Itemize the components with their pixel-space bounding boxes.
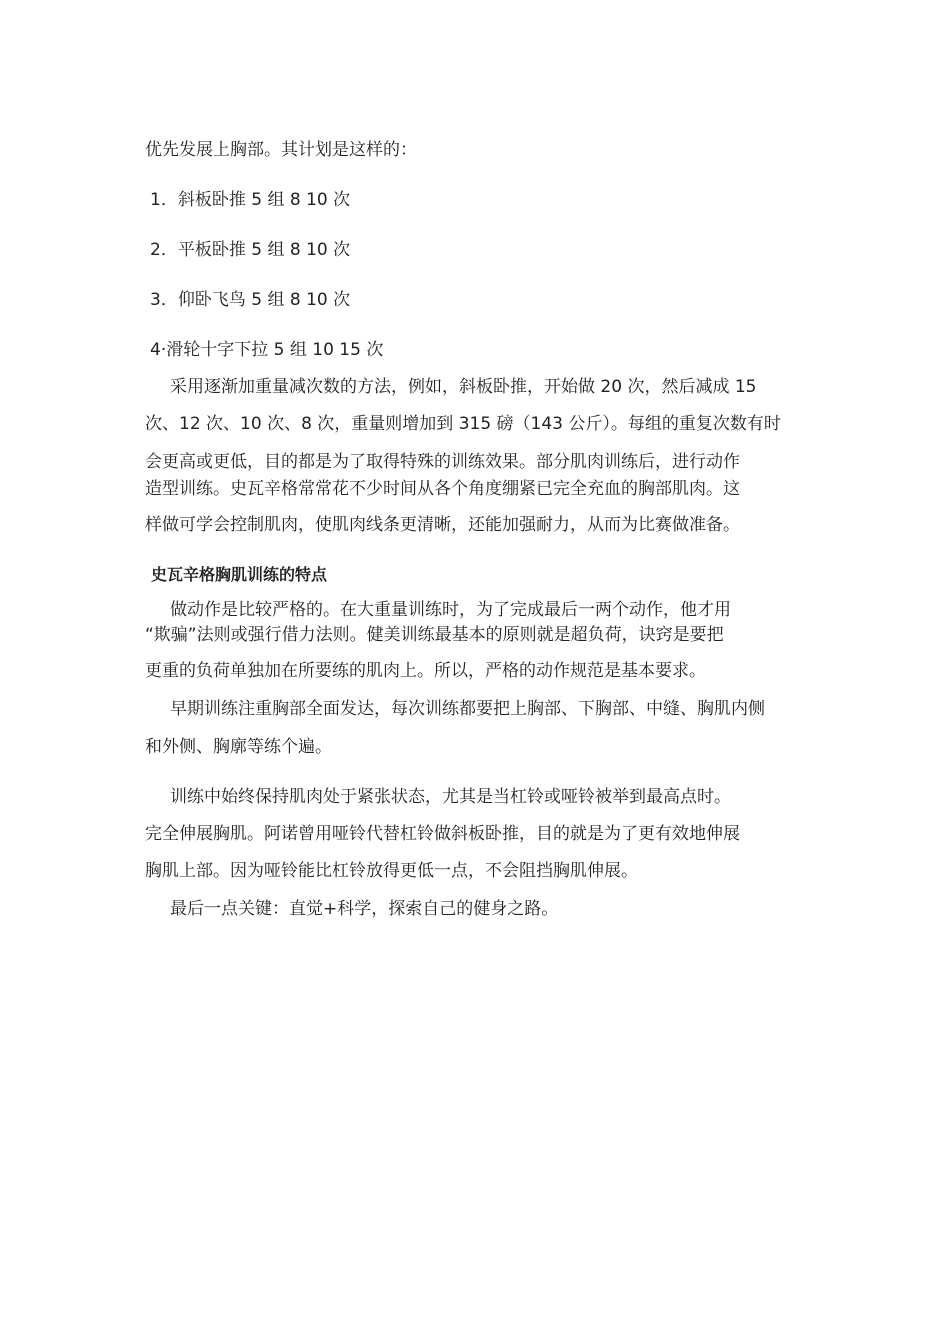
plan-item-1: 1．斜板卧推 5 组 8 10 次 xyxy=(150,190,351,210)
paragraph-3-line-1: 早期训练注重胸部全面发达，每次训练都要把上胸部、下胸部、中缝、胸肌内侧 xyxy=(170,699,765,719)
paragraph-2-line-3: 更重的负荷单独加在所要练的肌肉上。所以，严格的动作规范是基本要求。 xyxy=(145,661,706,681)
paragraph-3-line-2: 和外侧、胸廓等练个遍。 xyxy=(145,737,332,757)
plan-item-4: 4·滑轮十字下拉 5 组 10 15 次 xyxy=(150,340,384,360)
section-heading: 史瓦辛格胸肌训练的特点 xyxy=(151,565,328,584)
plan-item-2: 2．平板卧推 5 组 8 10 次 xyxy=(150,240,351,260)
paragraph-4-line-1: 训练中始终保持肌肉处于紧张状态，尤其是当杠铃或哑铃被举到最高点时。 xyxy=(170,787,731,807)
intro-text: 优先发展上胸部。其计划是这样的： xyxy=(145,140,417,160)
paragraph-1-line-4: 造型训练。史瓦辛格常常花不少时间从各个角度绷紧已完全充血的胸部肌肉。这 xyxy=(145,479,740,499)
paragraph-1-line-5: 样做可学会控制肌肉，使肌肉线条更清晰，还能加强耐力，从而为比赛做准备。 xyxy=(145,515,740,535)
plan-item-3: 3．仰卧飞鸟 5 组 8 10 次 xyxy=(150,290,351,310)
paragraph-1-line-3: 会更高或更低，目的都是为了取得特殊的训练效果。部分肌肉训练后，进行动作 xyxy=(145,452,740,472)
paragraph-1-line-1: 采用逐渐加重量减次数的方法，例如，斜板卧推，开始做 20 次，然后减成 15 xyxy=(170,377,757,397)
paragraph-2-line-1: 做动作是比较严格的。在大重量训练时，为了完成最后一两个动作，他才用 xyxy=(170,600,731,620)
paragraph-1-line-2: 次、12 次、10 次、8 次，重量则增加到 315 磅（143 公斤）。每组的重复次数有时 xyxy=(145,414,781,434)
paragraph-4-line-2: 完全伸展胸肌。阿诺曾用哑铃代替杠铃做斜板卧推，目的就是为了更有效地伸展 xyxy=(145,824,740,844)
paragraph-5: 最后一点关键：直觉+科学，探索自己的健身之路。 xyxy=(170,899,559,919)
paragraph-4-line-3: 胸肌上部。因为哑铃能比杠铃放得更低一点，不会阻挡胸肌伸展。 xyxy=(145,861,638,881)
paragraph-2-line-2: “欺骗”法则或强行借力法则。健美训练最基本的原则就是超负荷，诀窍是要把 xyxy=(145,625,724,645)
